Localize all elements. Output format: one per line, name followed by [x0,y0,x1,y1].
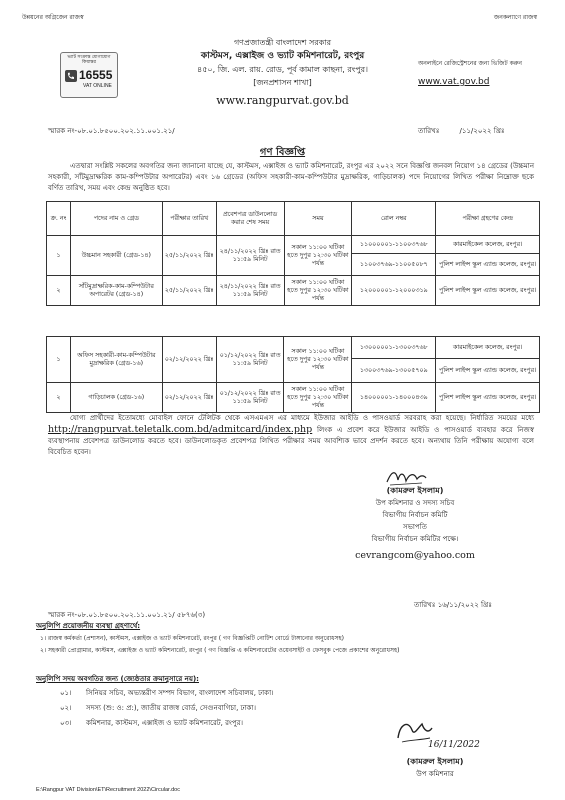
cell-center: পুলিশ লাইন্স স্কুল এ্যান্ড কলেজ, রংপুর। [436,383,540,413]
cell-center: কারমাইকেল কলেজ, রংপুর। [436,337,540,359]
cell-post: অফিস সহকারী-কাম-কম্পিউটার মুদ্রাক্ষরিক (গ্রেড-১৬) [70,337,162,383]
cell-date: ০২/১২/২০২২ খ্রিঃ [162,383,216,413]
copy2-no: ০১। [60,689,72,697]
cell-roll: ১৪০০০০০১-১৪০০০৪৩৯ [352,383,436,413]
copy2-heading: অনুলিপি সদয় অবগতির জন্য (জ্যেষ্ঠতার ক্রমানুসারে নয়): [36,675,199,683]
table-row [47,337,540,359]
cell-deadline: ২৪/১১/২০২২ খ্রিঃ রাত ১১:৫৯ মিনিট [216,276,284,306]
cell-roll: ১২০০০০০১-১২০০০৩১৯ [352,276,436,306]
header-line1: গণপ্রজাতন্ত্রী বাংলাদেশ সরকার [233,38,332,47]
cell-sl: ১ [47,236,71,276]
signer-email[interactable]: cevrangcom@yahoo.com [355,550,475,561]
cell-time: সকাল ১১:০০ ঘটিকা হতে দুপুর ১২:৩০ ঘটিকা পর্যন্ত [284,236,352,276]
copy1-heading: অনুলিপি প্রয়োজনীয় ব্যবস্থা গ্রহণার্থে: [36,622,141,630]
table-row [47,276,540,306]
cell-center: পুলিশ লাইন্স স্কুল এ্যান্ড কলেজ, রংপুর। [436,276,540,306]
copy1-item: ২। সহকারী প্রোগ্রামার, কাস্টমস, এক্সাইজ ও ভ্যাট কমিশনারেট, রংপুর ( গণ বিজ্ঞপ্তি এ কমিশনারেটের ওয়েবসাইট ও ফেসবুক পেজে প্রকাশের অনুরোধসহ) [40,647,400,654]
header-line3: ৪৫০, জি. এল. রায়. রোড, পূর্ব কামাল কাছনা, রংপুর। [197,65,368,74]
cell-post: গাড়িচালক (গ্রেড-১৬) [70,383,162,413]
signer2-name: (কামরুল ইসলাম) [406,757,464,766]
signer-name: (কামরুল ইসলাম) [386,486,444,495]
col-post: পদের নাম ও গ্রেড [70,202,162,236]
right-motto: জনকল্যাণে রাজস্ব [493,14,537,21]
exam-schedule-table-grade14 [46,201,540,306]
signer-title4: বিভাগীয় নির্বাচন কমিটির পক্ষে। [371,535,459,543]
table-header-row [47,202,540,236]
table-row [47,236,540,254]
badge-sub: VAT ONLINE [83,83,112,89]
cell-deadline: ২৪/১১/২০২২ খ্রিঃ রাত ১১:৫৯ মিনিট [216,236,284,276]
instructions-part1: যোগ্য প্রার্থীদের ইতোমধ্যে মোবাইল ফোনে টেলিটক থেকে এসএমএস এর মাধ্যমে ইউজার আইডি ও পাসওয়ার্ড সরবরাহ করা হয়েছে। নির্ধারিত সময়ের মধ্যে [70,414,534,422]
vat-gov-link[interactable]: www.vat.gov.bd [418,77,490,87]
cell-sl: ১ [47,337,71,383]
cell-center: কারমাইকেল কলেজ, রংপুর। [436,236,540,254]
notice-title: গণ বিজ্ঞপ্তি [259,147,306,158]
cell-roll: ১১০০৩৭৬৯-১১০০৫০৮৭ [352,254,436,276]
signature2-date: 16/11/2022 [428,740,480,750]
left-motto: উন্নয়নের অগ্রিজেন রাজস্ব [22,14,84,21]
col-center: পরীক্ষা গ্রহণের কেন্দ্র [436,202,540,236]
cell-time: সকাল ১১:০০ ঘটিকা হতে দুপুর ১২:৩০ ঘটিকা পর্যন্ত [284,337,352,383]
badge-number: 16555 [79,68,113,82]
cell-center: পুলিশ লাইন্স স্কুল এ্যান্ড কলেজ, রংপুর। [436,359,540,383]
cell-deadline: ০১/১২/২০২২ খ্রিঃ রাত ১১:৫৯ মিনিট [216,383,284,413]
cell-roll: ১৩০০৩৭৬৯-১৩০০৫৭০৯ [352,359,436,383]
cell-date: ২৫/১১/২০২২ খ্রিঃ [162,276,216,306]
registration-text: অনলাইনে রেজিস্ট্রেশনের জন্য ভিজিট করুন [418,60,522,67]
header-line2: কাস্টমস, এক্সাইজ ও ভ্যাট কমিশনারেট, রংপুর [200,51,365,61]
signature2-block [380,757,490,779]
memo2-number: স্মারক নং-০৮.০১.৮৫০০.২০২.১১.০০১.২১/ ৫৮৭৬(৩) [48,611,206,619]
col-date: পরীক্ষার তারিখ [162,202,216,236]
copy1-item: ১। রাজস্ব কর্মকর্তা (প্রশাসন), কাস্টমস, এক্সাইজ ও ভ্যাট কমিশনারেট, রংপুর ( গণ বিজ্ঞপ্তিটি নোটিশ বোর্ডে টাঙ্গানোর অনুরোধসহ) [40,635,344,642]
exam-schedule-table-grade16 [46,336,540,413]
instructions-part2: লিংক এ প্রবেশ করে ইউজার আইডি ও পাসওয়ার্ড ব্যবহার করে নিজস্ব ব্যবস্থাপনায় প্রবেশপত্র ডাউনলোড করতে হবে। ডাউনলোডকৃত প্রবেশপত্র লিখিত পরীক্ষার সময় আবশ্যিক ভাবে প্রদর্শন করতে হবে। অন্যথায় তিনি পরীক্ষায় অযোগ্য বলে বিবেচিত হবেন। [48,426,534,456]
registration-box [418,50,538,88]
cell-center: পুলিশ লাইন্স স্কুল এ্যান্ড কলেজ, রংপুর। [436,254,540,276]
phone-icon [64,69,78,83]
copy2-no: ০৩। [60,719,72,727]
cell-time: সকাল ১১:০০ ঘটিকা হতে দুপুর ১২:৩০ ঘটিকা পর্যন্ত [284,383,352,413]
copy2-item: কমিশনার, কাস্টমস, এক্সাইজ ও ভ্যাট কমিশনারেট, রংপুর। [86,719,244,727]
copy2-item: সিনিয়র সচিব, অভ্যন্তরীণ সম্পদ বিভাগ, বাংলাদেশ সচিবালয়, ঢাকা। [86,689,274,697]
letterhead [150,38,415,107]
admit-card-link[interactable]: http://rangpurvat.teletalk.com.bd/admitcard/index.php [48,424,313,435]
instructions-paragraph [48,413,534,458]
signer2-title: উপ কমিশনার [416,770,454,778]
memo-date-label: তারিখঃ [418,127,440,135]
col-time: সময় [284,202,352,236]
memo-number: স্মারক নং-০৮.০১.৮৫০০.২০২.১১.০০১.২১/ [48,127,175,135]
signer-title1: উপ কমিশনার ও সদস্য সচিব [375,499,455,507]
intro-paragraph: এতদ্বারা সংশ্লিষ্ট সকলের অবগতির জন্য জানানো যাচ্ছে যে, কাস্টমস, এক্সাইজ ও ভ্যাট কমিশনারেট, রংপুর এর ২০২২ সনে বিজ্ঞপ্তি জনবল নিয়োগ ১৪ গ্রেডের (উচ্চমান সহকারী, সাঁটমুদ্রাক্ষরিক কাম-কম্পিউটার অপারেটর) এবং ১৬ গ্রেডের (অফিস সহকারী-কাম-কম্পিউটার মুদ্রাক্ষরিক, গাড়িচালক) পদে নিয়োগের লিখিত পরীক্ষা নিম্নোক্ত ছকে বর্ণিত তারিখ, সময় এবং কেন্দ্র অনুষ্ঠিত হবে। [48,162,534,192]
badge-caption: ভ্যাট সংক্রান্ত যোগাযোগ কিয়ান্তর [67,55,111,65]
cell-roll: ১১০০০০০১-১১০০৩৭৬৮ [352,236,436,254]
vat-hotline-badge [60,52,118,98]
cell-deadline: ০১/১২/২০২২ খ্রিঃ রাত ১১:৫৯ মিনিট [216,337,284,383]
col-sl: ক্র. নং [47,202,71,236]
signature-mark [384,466,428,488]
signer-title3: সভাপতি [403,523,427,531]
cell-time: সকাল ১১:০০ ঘটিকা হতে দুপুর ১২:৩০ ঘটিকা পর্যন্ত [284,276,352,306]
table-row [47,383,540,413]
cell-sl: ২ [47,383,71,413]
signature-date: তারিখঃ ১৬/১১/২০২২ খ্রিঃ [414,601,492,609]
cell-roll: ১৩০০০০০১-১৩০০৩৭৬৮ [352,337,436,359]
copy2-no: ০২। [60,704,72,712]
col-roll: রোল নম্বর [352,202,436,236]
header-line4: [জনপ্রশাসন শাখা] [253,78,312,87]
signature-block [330,486,500,561]
memo-date-value: /১১/২০২২ খ্রিঃ [459,127,505,135]
cell-post: উচ্চমান সহকারী (গ্রেড-১৪) [70,236,162,276]
col-deadline: প্রবেশপত্র ডাউনলোড করার শেষ সময় [216,202,284,236]
memo-date [418,127,505,136]
cell-date: ২৫/১১/২০২২ খ্রিঃ [162,236,216,276]
signer-title2: বিভাগীয় নির্বাচন কমিটি [382,511,448,519]
cell-post: সাঁটমুদ্রাক্ষরিক-কাম-কম্পিউটার অপারেটর (গ্রেড-১৪) [70,276,162,306]
website[interactable]: www.rangpurvat.gov.bd [216,94,349,107]
footer-path: E:\Rangpur VAT Division\ET\Recruitment 2022\Circular.doc [36,787,180,793]
cell-sl: ২ [47,276,71,306]
copy2-item: সদস্য (শু: ও: প্র:), জাতীয় রাজস্ব বোর্ড, সেগুনবাগিচা, ঢাকা। [86,704,256,712]
cell-date: ০২/১২/২০২২ খ্রিঃ [162,337,216,383]
